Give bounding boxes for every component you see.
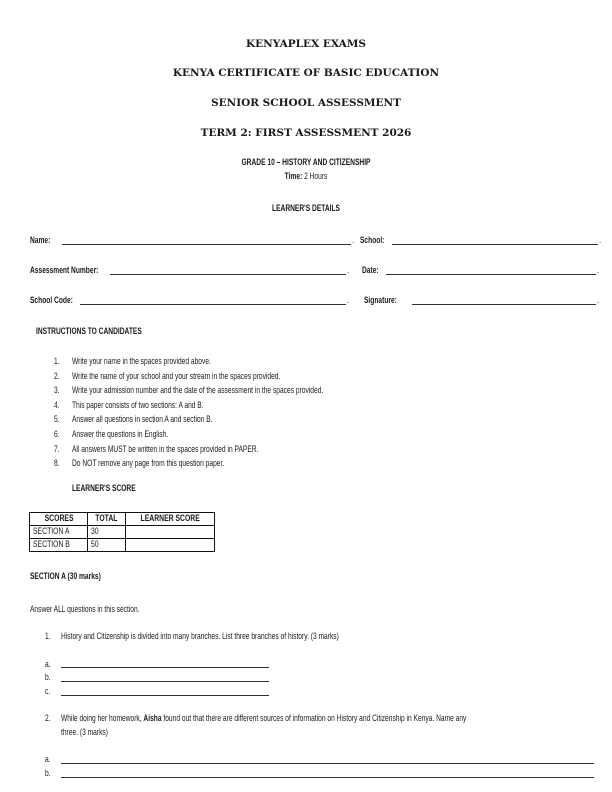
instruction-item: Answer the questions in English. bbox=[72, 429, 169, 440]
term-title: TERM 2: FIRST ASSESSMENT 2026 bbox=[200, 127, 412, 139]
date-field[interactable] bbox=[386, 274, 596, 275]
assessment-number-label: Assessment Number: bbox=[30, 265, 99, 276]
instructions-title: INSTRUCTIONS TO CANDIDATES bbox=[36, 326, 142, 337]
section-a-instruction: Answer ALL questions in this section. bbox=[30, 604, 140, 615]
instruction-item: Write the name of your school and your stream in the spaces provided. bbox=[72, 370, 281, 382]
option-label: b. bbox=[45, 672, 51, 683]
table-row bbox=[30, 526, 215, 539]
instruction-item: Do NOT remove any page from this question paper. bbox=[72, 458, 225, 470]
instruction-number: 8. bbox=[54, 458, 60, 470]
instruction-number: 2. bbox=[54, 370, 60, 382]
period: . bbox=[347, 266, 350, 275]
section-a-title: SECTION A (30 marks) bbox=[30, 571, 101, 582]
instruction-number: 5. bbox=[54, 414, 60, 426]
instruction-number: 3. bbox=[54, 385, 60, 397]
school-field[interactable] bbox=[392, 244, 598, 245]
option-label: c. bbox=[45, 686, 51, 697]
table-header: SCORES bbox=[30, 513, 88, 526]
question-2-text-cont: three. (3 marks) bbox=[61, 727, 108, 738]
signature-field[interactable] bbox=[412, 304, 596, 305]
answer-line[interactable] bbox=[61, 681, 269, 682]
learner-score-cell[interactable] bbox=[126, 539, 215, 552]
date-label: Date: bbox=[362, 265, 379, 276]
instruction-item: This paper consists of two sections: A and B. bbox=[72, 399, 204, 411]
question-2-text: While doing her homework, Aisha found out that there are different sources of information on History and Citizenship in Kenya. Name any bbox=[61, 713, 467, 724]
table-row bbox=[30, 539, 215, 552]
period: . bbox=[597, 266, 600, 275]
table-header: TOTAL bbox=[88, 513, 126, 526]
question-number: 1. bbox=[45, 631, 51, 642]
time-line bbox=[92, 171, 520, 182]
option-label: b. bbox=[45, 768, 51, 779]
period: . bbox=[352, 236, 355, 245]
section-cell: SECTION B bbox=[30, 539, 88, 552]
exam-certificate-title: KENYA CERTIFICATE OF BASIC EDUCATION bbox=[172, 67, 440, 79]
instruction-item: Answer all questions in section A and section B. bbox=[72, 414, 213, 426]
instruction-number: 7. bbox=[54, 443, 60, 455]
learner-details-title: LEARNER'S DETAILS bbox=[272, 203, 340, 214]
total-cell: 50 bbox=[88, 539, 126, 552]
instruction-number: 1. bbox=[54, 356, 60, 367]
instruction-item: All answers MUST be written in the spaces provided in PAPER. bbox=[72, 443, 259, 455]
learner-score-title: LEARNER'S SCORE bbox=[72, 483, 136, 494]
assessment-title: SENIOR SCHOOL ASSESSMENT bbox=[211, 97, 401, 109]
instruction-number: 4. bbox=[54, 399, 60, 411]
signature-label: Signature: bbox=[364, 295, 397, 306]
question-number: 2. bbox=[45, 713, 51, 724]
table-header-row bbox=[30, 513, 215, 526]
instruction-number: 6. bbox=[54, 429, 60, 440]
option-label: a. bbox=[45, 659, 51, 670]
subject-title: GRADE 10 – HISTORY AND CITIZENSHIP bbox=[241, 157, 371, 168]
time-label: Time: bbox=[284, 171, 303, 182]
exam-body-title: KENYAPLEX EXAMS bbox=[246, 38, 366, 50]
score-table bbox=[29, 512, 215, 552]
assessment-number-field[interactable] bbox=[110, 274, 346, 275]
school-code-label: School Code: bbox=[30, 295, 73, 306]
answer-line[interactable] bbox=[61, 667, 269, 668]
answer-line[interactable] bbox=[61, 695, 269, 696]
student-name: Aisha bbox=[143, 713, 162, 724]
answer-line[interactable] bbox=[61, 777, 594, 778]
period: . bbox=[597, 296, 600, 305]
learner-score-cell[interactable] bbox=[126, 526, 215, 539]
name-field[interactable] bbox=[62, 244, 351, 245]
question-1-text: History and Citizenship is divided into many branches. List three branches of history. (3 marks) bbox=[61, 631, 339, 642]
instruction-item: Write your name in the spaces provided above. bbox=[72, 356, 211, 367]
school-label: School: bbox=[360, 235, 385, 246]
section-cell: SECTION A bbox=[30, 526, 88, 539]
name-label: Name: bbox=[30, 235, 51, 246]
time-value: 2 Hours bbox=[304, 171, 328, 182]
instruction-item: Write your admission number and the date of the assessment in the spaces provided. bbox=[72, 385, 324, 397]
school-code-field[interactable] bbox=[80, 304, 346, 305]
period: . bbox=[347, 296, 350, 305]
table-header: LEARNER SCORE bbox=[126, 513, 215, 526]
answer-line[interactable] bbox=[61, 763, 594, 764]
total-cell: 30 bbox=[88, 526, 126, 539]
period: . bbox=[599, 236, 602, 245]
option-label: a. bbox=[45, 754, 51, 765]
